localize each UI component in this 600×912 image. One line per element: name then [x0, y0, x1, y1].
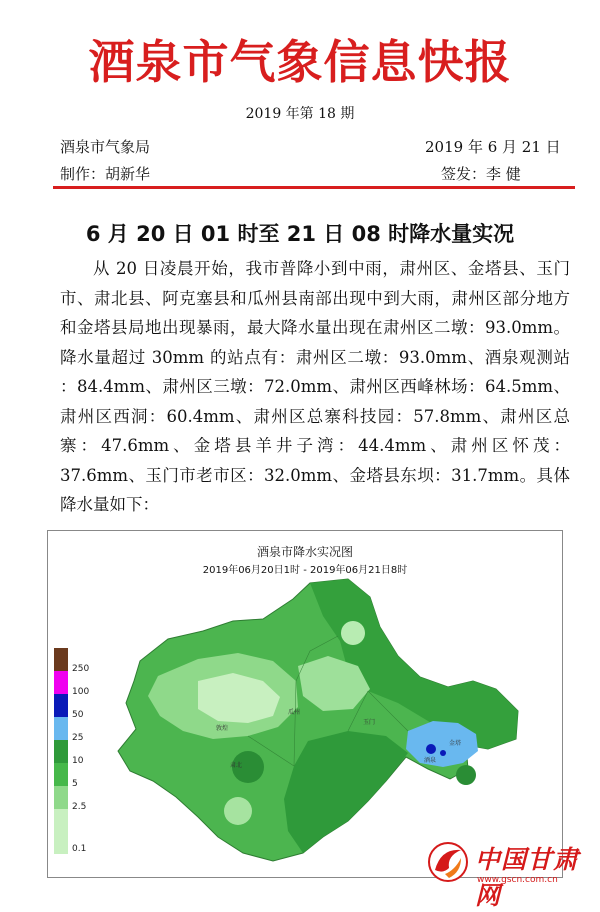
place-label-dunhuang: 敦煌	[216, 725, 229, 732]
place-label-yumen: 玉门	[363, 719, 376, 726]
precipitation-map	[47, 530, 563, 878]
map-legend	[54, 648, 114, 854]
map-zone-50mm	[426, 744, 436, 754]
agency-name: 酒泉市气象局	[60, 138, 151, 156]
legend-label-2-5: 2.5	[72, 802, 87, 812]
publish-date: 2019 年 6 月 21 日	[425, 138, 561, 156]
site-watermark	[425, 838, 593, 910]
legend-swatch-2-5	[54, 786, 68, 809]
legend-label-250: 250	[72, 664, 90, 674]
gansu-net-logo-icon	[425, 840, 471, 884]
map-graphic	[48, 531, 562, 877]
map-zone-light-north	[341, 621, 365, 645]
article-headline: 6 月 20 日 01 时至 21 日 08 时降水量实况	[85, 222, 515, 246]
map-title: 酒泉市降水实况图	[256, 545, 353, 559]
legend-label-100: 100	[72, 687, 90, 697]
legend-swatch-25	[54, 717, 68, 740]
legend-swatch-10	[54, 740, 68, 763]
map-zone-light-south	[224, 797, 252, 825]
legend-swatch-50	[54, 694, 68, 717]
place-label-jinta: 金塔	[449, 740, 462, 747]
masthead-title: 酒泉市气象信息快报	[88, 35, 512, 89]
map-zone-dark-east	[456, 765, 476, 785]
watermark-url: www.gscn.com.cn	[477, 875, 558, 885]
issue-number: 2019 年第 18 期	[245, 106, 355, 122]
legend-label-5: 5	[72, 779, 78, 789]
legend-swatch-5	[54, 763, 68, 786]
legend-label-10: 10	[72, 756, 84, 766]
legend-label-25: 25	[72, 733, 84, 743]
signer-credit: 签发：李 健	[441, 165, 521, 183]
place-label-guazhou: 瓜州	[288, 709, 301, 716]
legend-swatch-250	[54, 648, 68, 671]
legend-label-0-1: 0.1	[72, 844, 87, 854]
legend-swatch-100	[54, 671, 68, 694]
place-label-subei: 肃北	[230, 762, 243, 769]
header-divider	[53, 186, 575, 189]
legend-label-50: 50	[72, 710, 84, 720]
legend-swatch-0-1	[54, 809, 68, 854]
watermark-brand: 中国甘肃网	[475, 845, 580, 910]
map-subtitle: 2019年06月20日1时 - 2019年06月21日8时	[202, 565, 408, 576]
place-label-jiuquan: 酒泉	[424, 757, 437, 764]
author-credit: 制作：胡新华	[60, 165, 151, 183]
article-paragraph: 从 20 日凌晨开始，我市普降小到中雨，肃州区、金塔县、玉门市、肃北县、阿克塞县和瓜州县南部出现中到大雨，肃州区部分地方和金塔县局地出现暴雨，最大降水量出现在肃州区二墩：93.0mm。降水量超过 30mm 的站点有：肃州区二墩：93.0mm、酒泉观测站 ：84.4mm、肃州区三墩：72.0mm、肃州区西峰林场：64.5mm、肃州区西洞：60.4mm、肃州区总寨科技园：57.8mm、肃州区总寨：47.6mm、金塔县羊井子湾：44.4mm、肃州区怀茂：37.6mm、玉门市老市区：32.0mm、金塔县东坝：31.7mm。具体降水量如下：	[60, 259, 570, 514]
map-zone-50mm-small	[440, 750, 446, 756]
